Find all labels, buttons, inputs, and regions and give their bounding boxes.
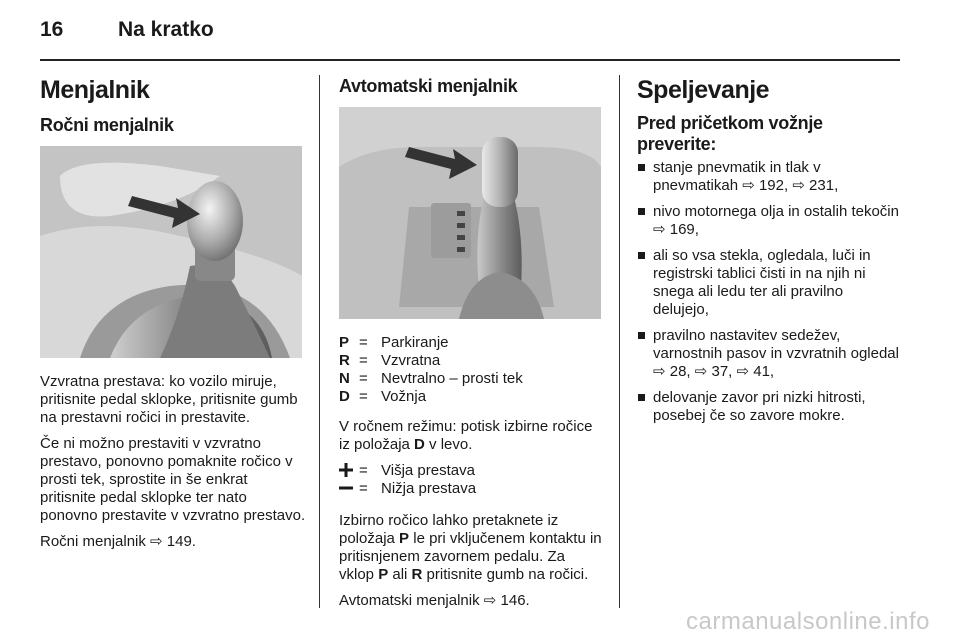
page-header: [40, 18, 214, 42]
position-row: P = Parkiranje: [339, 334, 449, 351]
watermark: carmanualsonline.info: [686, 608, 930, 635]
shift-down-row: = Nižja prestava: [339, 480, 604, 498]
automatic-selector-illustration: [339, 107, 601, 319]
shift-symbols: [339, 462, 604, 498]
selector-positions: [339, 334, 604, 406]
position-row: R = Vzvratna: [339, 352, 441, 369]
heading-starting: Speljevanje: [637, 76, 770, 104]
automatic-transmission-ref[interactable]: Avtomatski menjalnik ⇨ 146.: [339, 592, 530, 609]
plus-icon: [339, 463, 353, 477]
manual-transmission-ref[interactable]: Ročni menjalnik ⇨ 149.: [40, 533, 196, 550]
minus-icon: [339, 481, 353, 495]
heading-transmission: Menjalnik: [40, 76, 150, 104]
automatic-selector-image: [339, 107, 601, 319]
paragraph-manual-mode: V ročnem režimu: potisk izbirne ročice iz položaja D v levo.: [339, 418, 593, 453]
subheading-manual: Ročni menjalnik: [40, 115, 174, 135]
pre-drive-checklist: [637, 159, 902, 425]
manual-gear-lever-image: [40, 146, 302, 358]
list-item: stanje pnevmatik in tlak v pnevmatikah ⇨ 192, ⇨ 231,: [637, 159, 902, 195]
header-rule: [40, 59, 900, 61]
column-automatic-transmission: [339, 70, 604, 618]
position-row: N = Nevtralno – prosti tek: [339, 370, 523, 387]
paragraph-selector-release: Izbirno ročico lahko pretaknete iz položaja P le pri vključenem kontaktu in pritisnjenem zavornem pedalu. Za vklop P ali R pritisnite gumb na ročici.: [339, 512, 602, 583]
section-title: Na kratko: [118, 18, 214, 41]
column-divider: [619, 75, 620, 608]
list-item: ali so vsa stekla, ogledala, luči in registrski tablici čisti in na njih ni snega ali ledu ter ali pravilno delujejo,: [637, 247, 902, 319]
column-starting: [637, 70, 902, 433]
list-item: nivo motornega olja in ostalih tekočin ⇨ 169,: [637, 203, 902, 239]
list-item: delovanje zavor pri nizki hitrosti, posebej če so zavore mokre.: [637, 389, 902, 425]
page-number: 16: [40, 18, 64, 41]
list-item: pravilno nastavitev sedežev, varnostnih pasov in vzvratnih ogledal ⇨ 28, ⇨ 37, ⇨ 41,: [637, 327, 902, 381]
manual-gear-lever-illustration: [40, 146, 302, 358]
paragraph-reverse-retry: Če ni možno prestaviti v vzvratno prestavo, ponovno pomaknite ročico v prosti tek, sprostite in še enkrat pritisnite pedal sklopke ter nato ponovno prestavite v vzvratno prestavo.: [40, 435, 306, 524]
shift-up-row: = Višja prestava: [339, 462, 604, 480]
paragraph-reverse: Vzvratna prestava: ko vozilo miruje, pritisnite pedal sklopke, pritisnite gumb na prestavni ročici in prestavite.: [40, 373, 298, 426]
subheading-checklist: Pred pričetkom vožnje preverite:: [637, 113, 823, 154]
position-row: D = Vožnja: [339, 388, 427, 405]
column-manual-transmission: [40, 70, 306, 559]
column-divider: [319, 75, 320, 608]
heading-automatic: Avtomatski menjalnik: [339, 76, 518, 96]
